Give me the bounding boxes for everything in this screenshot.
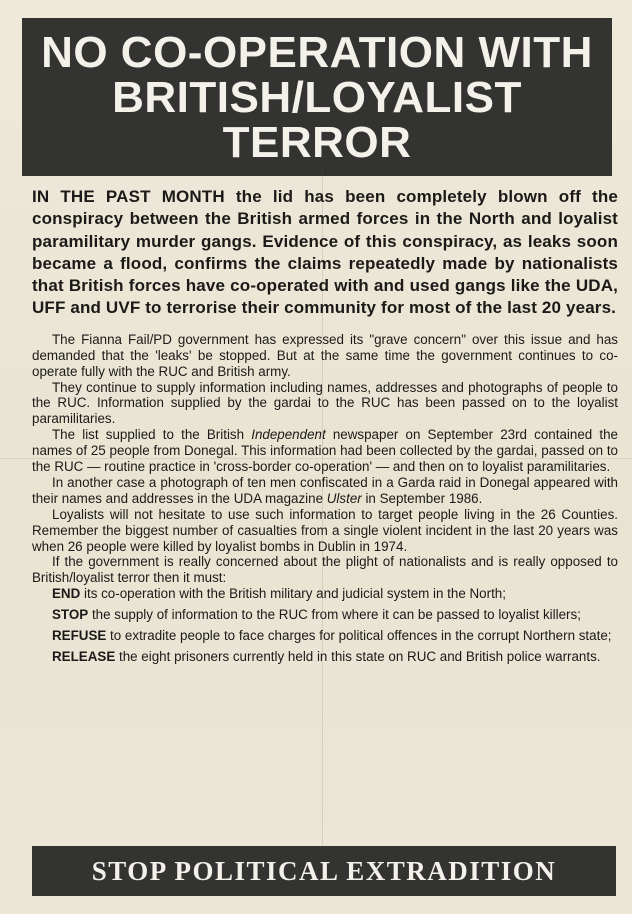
demand-text: the eight prisoners currently held in this state on RUC and British police warrants. (115, 649, 601, 664)
demand-text: its co-operation with the British military and judicial system in the North; (80, 586, 506, 602)
paper-fold-vertical (322, 170, 323, 850)
p3-newspaper-name: Independent (251, 427, 326, 443)
lead-emphasis: IN THE PAST MONTH (32, 187, 225, 206)
p4-text-before: In another case a photograph of ten men confiscated in a Garda raid in Donegal appeared with their names and addresses in the UDA magazine (32, 474, 618, 506)
paragraph-government-concern: The Fianna Fail/PD government has expressed its "grave concern" over this issue and has demanded that the 'leaks' be stopped. But at the same time the government continues to co-operate fully with the RUC and British army. (32, 331, 618, 379)
lead-paragraph (32, 186, 618, 320)
headline-banner (22, 18, 612, 176)
headline (41, 27, 593, 167)
lead-text: the lid has been completely blown off the conspiracy between the British armed forces in the North and loyalist paramilitary murder gangs. Evidence of this conspiracy, as leaks soon became a flood, confirms the claims repeatedly made by nationalists that British forces have co-operated with and used gangs like the UDA, UFF and UVF to terrorise their community for most of the last 20 years. (32, 187, 618, 318)
p4-magazine-name: Ulster (326, 490, 362, 506)
paper-fold-horizontal (0, 458, 632, 459)
demand-refuse (32, 628, 618, 644)
headline-line-2: BRITISH/LOYALIST (112, 72, 522, 122)
demand-text: the supply of information to the RUC from where it can be passed to loyalist killers; (88, 607, 581, 623)
headline-line-1: NO CO-OPERATION WITH (41, 27, 593, 77)
p3-text-after: newspaper on September 23rd contained the names of 25 people from Donegal. This information had been collected by the gardai, passed on to the RUC — routine practice in 'cross-border co-operation' — and then on to loyalist paramilitaries. (32, 427, 618, 475)
paragraph-donegal-list (32, 427, 618, 475)
demand-word: STOP (52, 607, 89, 623)
paragraph-government-must: If the government is really concerned about the plight of nationalists and is really opposed to British/loyalist terror then it must: (32, 554, 618, 586)
article-body (32, 332, 618, 665)
footer-banner (32, 846, 616, 896)
demand-word: REFUSE (52, 628, 107, 644)
demand-word: RELEASE (52, 649, 116, 664)
demand-word: END (52, 586, 81, 602)
demand-end (32, 586, 618, 602)
demand-release (32, 649, 618, 665)
headline-line-3: TERROR (222, 117, 412, 167)
demand-text: to extradite people to face charges for political offences in the corrupt Northern state; (106, 628, 612, 644)
demand-stop (32, 607, 618, 623)
p3-text-before: The list supplied to the British (52, 427, 252, 443)
paragraph-photograph (32, 475, 618, 507)
paragraph-information-supply: They continue to supply information including names, addresses and photographs of people to the RUC. Information supplied by the gardai to the RUC has been passed on to the loyalist paramilitaries. (32, 379, 618, 427)
paragraph-loyalist-targets: Loyalists will not hesitate to use such information to target people living in the 26 Counties. Remember the biggest number of casualties from a single violent incident in the last 20 years was when 26 people were killed by loyalist bombs in Dublin in 1974. (32, 506, 618, 554)
p4-text-after: in September 1986. (361, 490, 483, 506)
footer-slogan: STOP POLITICAL EXTRADITION (91, 855, 557, 886)
